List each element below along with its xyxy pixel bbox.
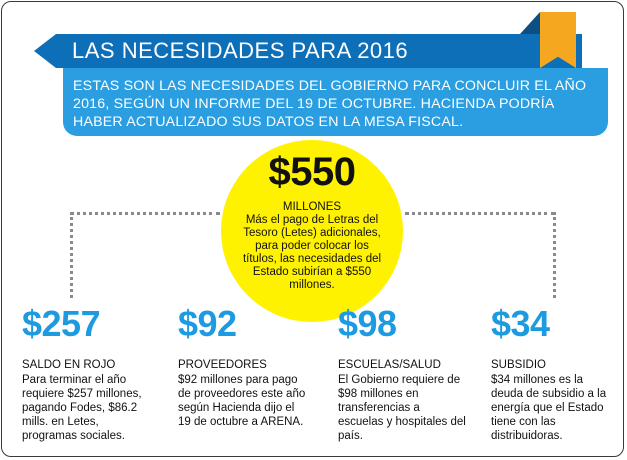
item-label: SALDO EN ROJO [22, 359, 116, 371]
connector-left-horizontal [70, 212, 220, 215]
item-proveedores [178, 304, 310, 429]
item-label: PROVEEDORES [178, 359, 267, 371]
item-amount: $34 [491, 303, 550, 344]
item-description: $34 millones es la deuda de subsidio a la energía que el Estado tiene con las distribuidoras. [491, 374, 607, 442]
connector-right-vertical [553, 212, 556, 298]
item-saldo-en-rojo [22, 304, 152, 443]
item-amount: $92 [178, 303, 237, 344]
item-label: SUBSIDIO [491, 359, 546, 371]
item-description: Para terminar el año requiere $257 millones, pagando Fodes, $86.2 mills. en Letes, programas sociales. [22, 374, 142, 442]
intro-text: ESTAS SON LAS NECESIDADES DEL GOBIERNO PARA CONCLUIR EL AÑO 2016, SEGÚN UN INFORME DEL 19 DE OCTUBRE. HACIENDA PODRÍA HABER ACTUALIZADO SUS DATOS EN LA MESA FISCAL. [73, 78, 587, 130]
item-subsidio [491, 304, 611, 443]
item-description: El Gobierno requiere de $98 millones en transferencias a escuelas y hospitales del país. [338, 374, 466, 442]
center-label: MILLONES [282, 201, 342, 213]
center-description: Más el pago de Letras del Tesoro (Letes) adicionales, para poder colocar los títulos, las necesidades del Estado subirían a $550 millones. [242, 214, 382, 291]
connector-left-vertical [70, 212, 73, 298]
connector-right-horizontal [405, 212, 555, 215]
page-title: LAS NECESIDADES PARA 2016 [72, 38, 409, 63]
center-details [241, 201, 383, 292]
center-amount: $550 [268, 150, 356, 194]
item-amount: $98 [338, 303, 397, 344]
item-label: ESCUELAS/SALUD [338, 359, 441, 371]
item-description: $92 millones para pago de proveedores este año según Hacienda dijo el 19 de octubre a ARENA. [178, 374, 306, 428]
item-escuelas-salud [338, 304, 466, 443]
item-amount: $257 [22, 303, 101, 344]
